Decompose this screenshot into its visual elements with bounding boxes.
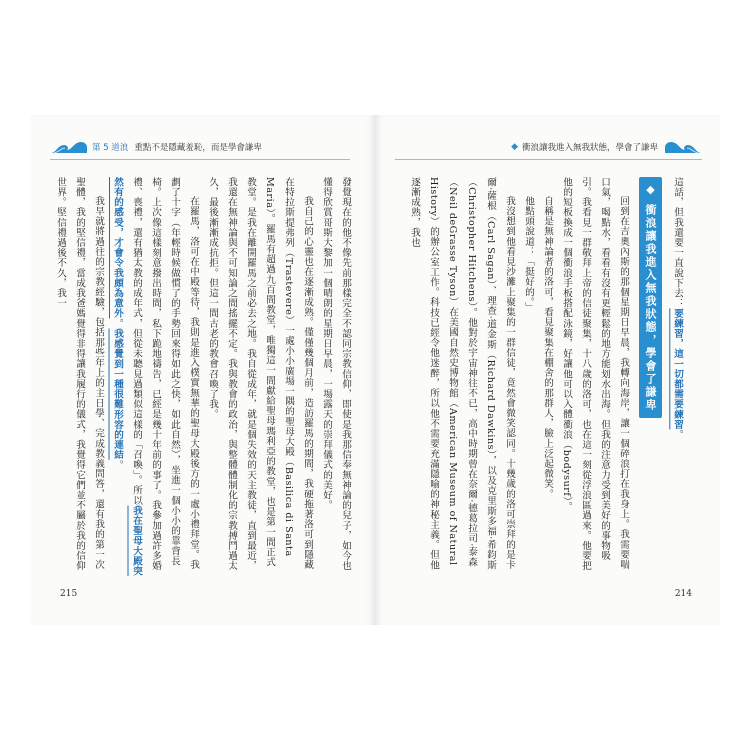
section-heading: [639, 177, 662, 418]
diamond-icon: ◆: [511, 142, 518, 152]
punctuation: 。: [112, 459, 123, 470]
wave-icon: [50, 139, 88, 155]
emphasis-text: 我在聖母大殿突然有的感受，才會令我頗為意外: [112, 177, 142, 577]
section-heading-text: 衝浪讓我進入無我狀態，學會了謙卑: [644, 203, 657, 412]
book-spread: [30, 115, 720, 625]
emphasis-text: 我感覺到一種很難形容的連結: [112, 328, 123, 460]
header-divider: [50, 159, 350, 160]
wave-icon: [664, 139, 702, 155]
header-divider: [395, 159, 702, 160]
diamond-icon: ◆: [644, 183, 657, 198]
emphasis-text: 要練習，這一切都需要練習: [672, 308, 683, 430]
paragraph: 他點頭說道：「挺好的。」: [523, 196, 534, 313]
chapter-label: 第 5 道浪: [92, 143, 129, 153]
paragraph: [668, 177, 687, 577]
paragraph: 我早就將過往的宗教經驗，包括那些年上的主日學、完成教義問答，還有我的第一次聖體，我的堅信禮，當成我爸媽覺得非得讓我履行的儀式，我覺得它們並不屬於我的信仰世界。堅信禮過後不久，我一: [55, 177, 104, 571]
left-running-header: [50, 137, 262, 157]
paragraph: [108, 177, 203, 577]
page-number: 215: [60, 589, 78, 599]
left-body-text: [50, 177, 355, 577]
right-body-text: [387, 177, 687, 577]
paragraph: 回到在吉奧內斯的那個星期日早晨，我轉向海岸，讓一個碎浪打在我身上。我需要喘口氣，喝點水，看看有沒有更輕鬆的地方能划水出海。但我的注意力受到美好的事物吸引。我看見一群敬拜上帝的信徒聚集，十八歲的洛可，也在這一刻從浮浪區過來。他要把他的短板換成一個衝浪手板搭配泳鏡，好讓他可以入體衝浪（bodysurf）。: [561, 177, 629, 571]
paragraph-text: 在羅馬，洛可在中殿等待，我則是進入樸實無華的聖母大殿後方的一處小禮拜堂。我劃了十字（年輕時候做慣了的手勢回來得如此之快，如此自然），坐進一個小小的靠背長椅。上次像這樣刻意撥出時間，私下跪地禱告，已經是幾十年前的事了。我參加過許多婚禮、喪禮，還有猶太教的成年式，但從未聽見過類似這樣的「召喚」。所以: [131, 177, 199, 571]
chapter-title: 重點不是隱藏羞恥，而是學會謙卑: [134, 143, 262, 153]
paragraph-text: 這話，但我還要一直說下去：: [672, 177, 683, 309]
right-running-header: [511, 137, 702, 157]
paragraph: 我沒想到他看見沙灘上聚集的一群信徒，竟然會微笑認同。十幾歲的洛可崇拜的是卡爾·薩根（Carl Sagan）、理查·道金斯（Richard Dawkins），以及克里斯多福·希鈞斯（Christopher Hitchens）。他對於宇宙神往不已，高中時期曾在奈爾·德葛拉司·泰森（Neil deGrasse Tyson）在美國自然史博物館（American Museum of Natural History）的辦公室工作。科技已經令他迷醉，所以他不需要充滿隱喻的神秘主義。但他逐漸成熟，我也: [409, 177, 515, 570]
left-page: [30, 115, 375, 625]
paragraph: 自稱是無神論者的洛可，看見聚集在棚舍的那群人，臉上泛起微笑。: [542, 196, 553, 500]
punctuation: 。: [112, 318, 123, 329]
right-page: [375, 115, 720, 625]
punctuation: 。: [672, 429, 683, 440]
page-number: 214: [674, 589, 692, 599]
paragraph: 發覺現在的他不像先前那樣完全不認同宗教信仰，即使是我那信奉無神論的兒子，如今也懂得欣賞哥斯大黎加一個晴朗的星期日早晨，一場露天的崇拜儀式的美好。: [321, 177, 351, 571]
section-header-title: 衝浪讓我進入無我狀態，學會了謙卑: [521, 143, 658, 153]
paragraph: 我自己的心靈也在逐漸成熟。僅僅幾個月前，造訪羅馬的期間，我硬拖著洛可到隱藏在特拉斯提弗列（Trastevere）一處小小廣場一隅的聖母大殿（Basilica di Santa Maria）。羅馬有超過九百間教堂，唯獨這一間獻給聖母瑪利亞的教堂，也是第一間正式教堂。是我在離開羅馬之前必去之地。我自從成年，就是個失效的天主教徒，直到最近，我還在無神論與不可知論之間搖擺不定。我與教會的政治，與整體體制化的宗教搏鬥過太久，最後漸漸成抗拒。但這一間古老的教會召喚了我。: [207, 177, 313, 571]
